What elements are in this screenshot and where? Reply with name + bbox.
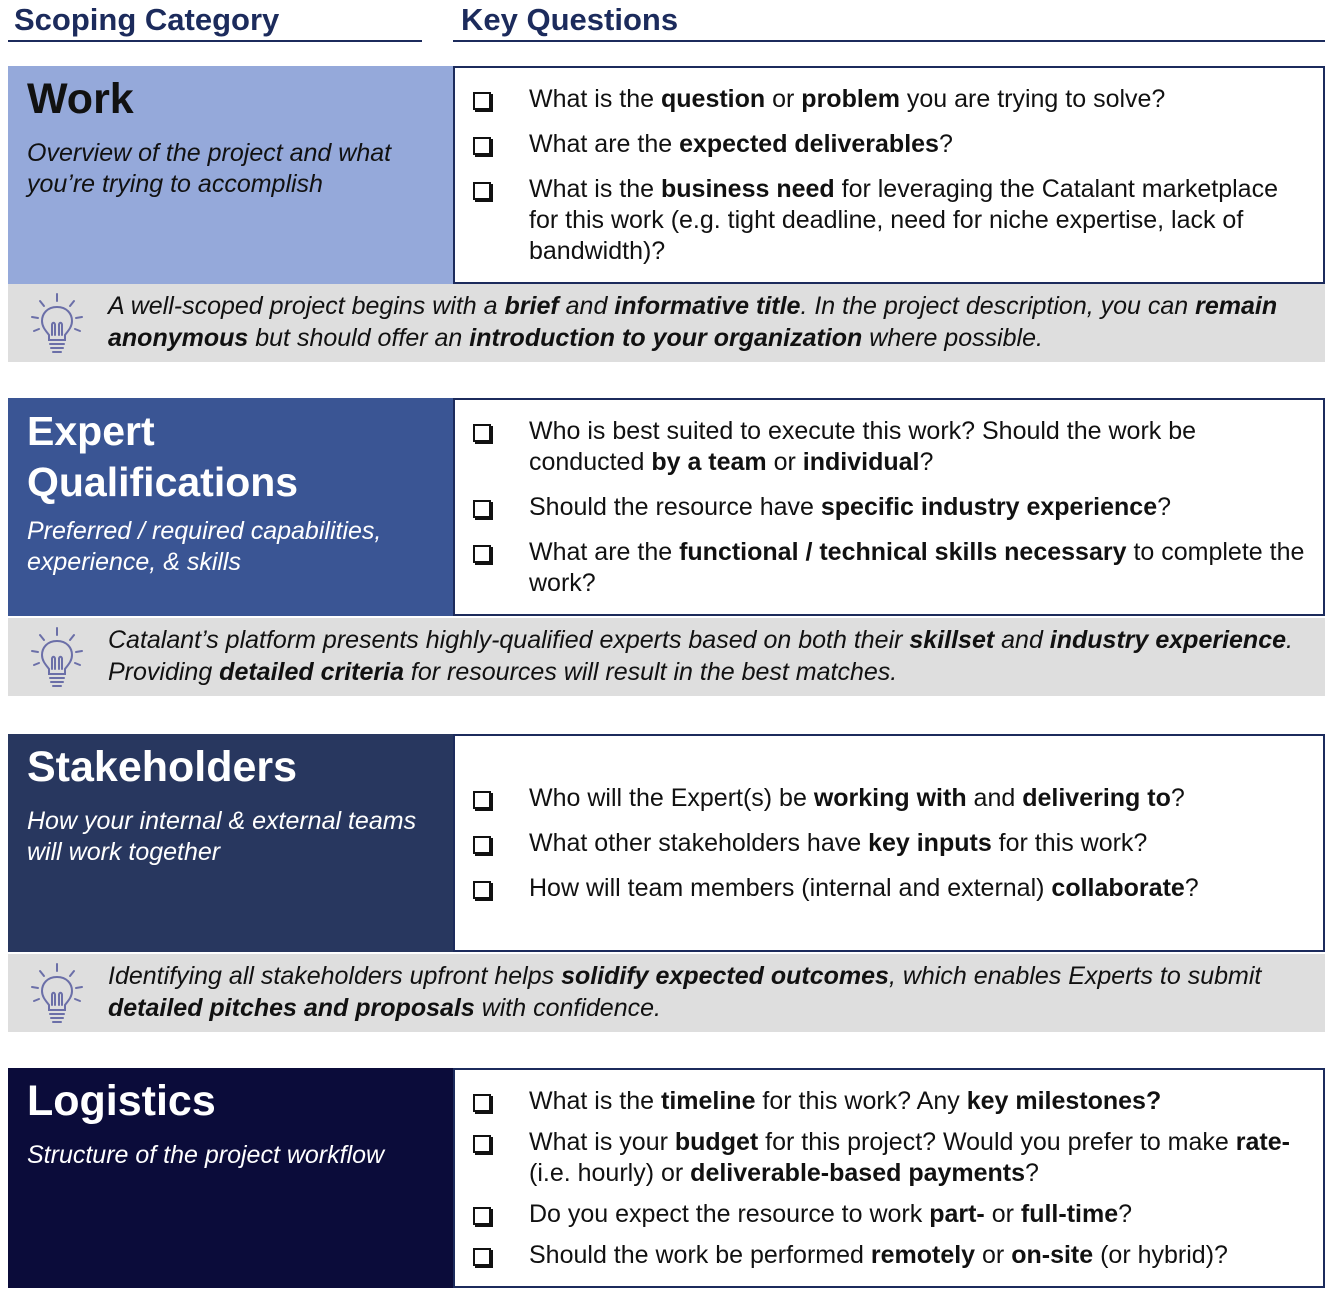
question-item: [471, 174, 1307, 267]
category-title: Stakeholders: [27, 743, 298, 791]
checkbox-icon: [473, 1094, 491, 1112]
text-run: ?: [938, 129, 953, 158]
text-run: ?: [919, 447, 934, 476]
text-run: with confidence.: [474, 994, 661, 1022]
text-run: What is the: [529, 1086, 661, 1115]
tip-text: [108, 290, 1305, 354]
emphasis-text: solidify expected outcomes: [561, 962, 889, 990]
emphasis-text: on-site: [1011, 1240, 1094, 1269]
scoping-category-header: Scoping Category: [8, 0, 422, 42]
text-run: and: [558, 292, 615, 320]
question-item: [471, 1086, 1307, 1117]
tip-banner: [8, 954, 1325, 1032]
emphasis-text: timeline: [661, 1086, 756, 1115]
question-item: [471, 84, 1307, 115]
emphasis-text: industry experience: [1049, 626, 1287, 654]
question-item: [471, 537, 1307, 599]
category-title: Logistics: [27, 1077, 216, 1125]
emphasis-text: budget: [674, 1127, 759, 1156]
text-run: . In the project description, you can: [800, 292, 1196, 320]
emphasis-text: full-time: [1020, 1199, 1119, 1228]
question-item: [471, 492, 1307, 523]
emphasis-text: key milestones?: [966, 1086, 1162, 1115]
text-run: (or hybrid)?: [1093, 1240, 1228, 1269]
question-text: [529, 1127, 1307, 1189]
checkbox-icon: [473, 545, 491, 563]
checkbox-icon: [473, 182, 491, 200]
text-run: How will team members (internal and external): [529, 873, 1052, 902]
question-item: [471, 129, 1307, 160]
text-run: to complete the work?: [529, 537, 1305, 597]
checkbox-icon: [473, 424, 491, 442]
emphasis-text: functional / technical skills necessary: [679, 537, 1127, 566]
emphasis-text: skillset: [909, 626, 995, 654]
tip-text: [108, 624, 1305, 688]
text-run: Catalant’s platform presents highly-qualified experts based on both their: [108, 626, 910, 654]
category-subtitle: Overview of the project and what you’re trying to accomplish: [27, 139, 392, 198]
category-panel: [8, 1068, 453, 1288]
category-panel: [8, 734, 453, 952]
question-item: [471, 416, 1307, 478]
question-item: [471, 873, 1307, 904]
emphasis-text: by a team: [651, 447, 767, 476]
tip-banner: [8, 618, 1325, 696]
text-run: What are the: [529, 537, 680, 566]
key-questions-header: Key Questions: [453, 0, 1325, 42]
question-text: [529, 1199, 1307, 1230]
text-run: Who is best suited to execute this work? Should the work be conducted: [529, 416, 1197, 476]
emphasis-text: part-: [929, 1199, 985, 1228]
text-run: What is the: [529, 174, 661, 203]
question-text: [529, 873, 1307, 904]
text-run: or: [975, 1240, 1012, 1269]
emphasis-text: key inputs: [868, 828, 992, 857]
emphasis-text: remotely: [870, 1240, 976, 1269]
text-run: What is your: [529, 1127, 675, 1156]
category-title: Expert Qualifications: [27, 408, 299, 505]
category-panel: [8, 398, 453, 616]
checkbox-icon: [473, 1248, 491, 1266]
checkbox-icon: [473, 137, 491, 155]
questions-box: [453, 734, 1325, 952]
category-subtitle: Structure of the project workflow: [27, 1141, 385, 1169]
question-text: [529, 1240, 1307, 1271]
text-run: ?: [1118, 1199, 1133, 1228]
emphasis-text: business need: [661, 174, 835, 203]
emphasis-text: expected deliverables: [679, 129, 939, 158]
checkbox-icon: [473, 881, 491, 899]
lightbulb-icon: [30, 291, 84, 355]
category-title: Work: [27, 75, 134, 123]
text-run: where possible.: [862, 324, 1043, 352]
emphasis-text: detailed pitches and proposals: [108, 994, 475, 1022]
text-run: for resources will result in the best matches.: [403, 658, 898, 686]
emphasis-text: detailed criteria: [219, 658, 404, 686]
lightbulb-icon: [30, 625, 84, 689]
question-text: [529, 174, 1307, 267]
questions-box: [453, 66, 1325, 284]
emphasis-text: introduction to your organization: [469, 324, 863, 352]
emphasis-text: question: [661, 84, 766, 113]
text-run: for leveraging the Catalant marketplace for this work (e.g. tight deadline, need for niche expertise, lack of bandwidth)?: [529, 174, 1278, 265]
question-item: [471, 783, 1307, 814]
tip-text: [108, 960, 1305, 1024]
text-run: ?: [1184, 873, 1199, 902]
text-run: Identifying all stakeholders upfront helps: [108, 962, 562, 990]
question-item: [471, 1199, 1307, 1230]
text-run: and: [994, 626, 1050, 654]
checkbox-icon: [473, 92, 491, 110]
text-run: but should offer an: [248, 324, 470, 352]
text-run: (i.e. hourly) or: [529, 1158, 691, 1187]
text-run: What are the: [529, 129, 680, 158]
question-item: [471, 1127, 1307, 1189]
emphasis-text: collaborate: [1051, 873, 1185, 902]
text-run: you are trying to solve?: [899, 84, 1166, 113]
question-text: [529, 1086, 1307, 1117]
emphasis-text: delivering to: [1022, 783, 1171, 812]
category-panel: [8, 66, 453, 284]
text-run: Should the resource have: [529, 492, 821, 521]
text-run: or: [766, 447, 803, 476]
checkbox-icon: [473, 791, 491, 809]
text-run: . Providing: [108, 626, 1293, 686]
emphasis-text: rate-: [1235, 1127, 1290, 1156]
question-text: [529, 129, 1307, 160]
emphasis-text: specific industry experience: [820, 492, 1158, 521]
lightbulb-icon: [30, 961, 84, 1025]
emphasis-text: individual: [802, 447, 920, 476]
question-text: [529, 828, 1307, 859]
checkbox-icon: [473, 500, 491, 518]
emphasis-text: problem: [801, 84, 900, 113]
text-run: What is the: [529, 84, 661, 113]
emphasis-text: informative title: [614, 292, 801, 320]
category-subtitle: Preferred / required capabilities, experience, & skills: [27, 517, 382, 576]
text-run: or: [765, 84, 802, 113]
text-run: Do you expect the resource to work: [529, 1199, 930, 1228]
question-item: [471, 1240, 1307, 1271]
questions-box: [453, 1068, 1325, 1288]
text-run: for this project? Would you prefer to make: [758, 1127, 1236, 1156]
text-run: and: [966, 783, 1023, 812]
text-run: ?: [1025, 1158, 1039, 1187]
question-text: [529, 783, 1307, 814]
text-run: A well-scoped project begins with a: [108, 292, 505, 320]
text-run: ?: [1157, 492, 1172, 521]
text-run: for this work?: [991, 828, 1148, 857]
emphasis-text: working with: [813, 783, 967, 812]
checkbox-icon: [473, 1135, 491, 1153]
questions-box: [453, 398, 1325, 616]
text-run: ?: [1170, 783, 1185, 812]
checkbox-icon: [473, 836, 491, 854]
emphasis-text: brief: [504, 292, 559, 320]
emphasis-text: deliverable-based payments: [690, 1158, 1026, 1187]
tip-banner: [8, 284, 1325, 362]
category-subtitle: How your internal & external teams will work together: [27, 807, 417, 866]
emphasis-text: remain anonymous: [108, 292, 1278, 352]
question-text: [529, 492, 1307, 523]
text-run: for this work? Any: [755, 1086, 967, 1115]
question-text: [529, 84, 1307, 115]
text-run: What other stakeholders have: [529, 828, 869, 857]
question-text: [529, 416, 1307, 478]
question-text: [529, 537, 1307, 599]
question-item: [471, 828, 1307, 859]
text-run: or: [984, 1199, 1021, 1228]
text-run: Who will the Expert(s) be: [529, 783, 814, 812]
text-run: Should the work be performed: [529, 1240, 871, 1269]
text-run: , which enables Experts to submit: [888, 962, 1262, 990]
checkbox-icon: [473, 1207, 491, 1225]
